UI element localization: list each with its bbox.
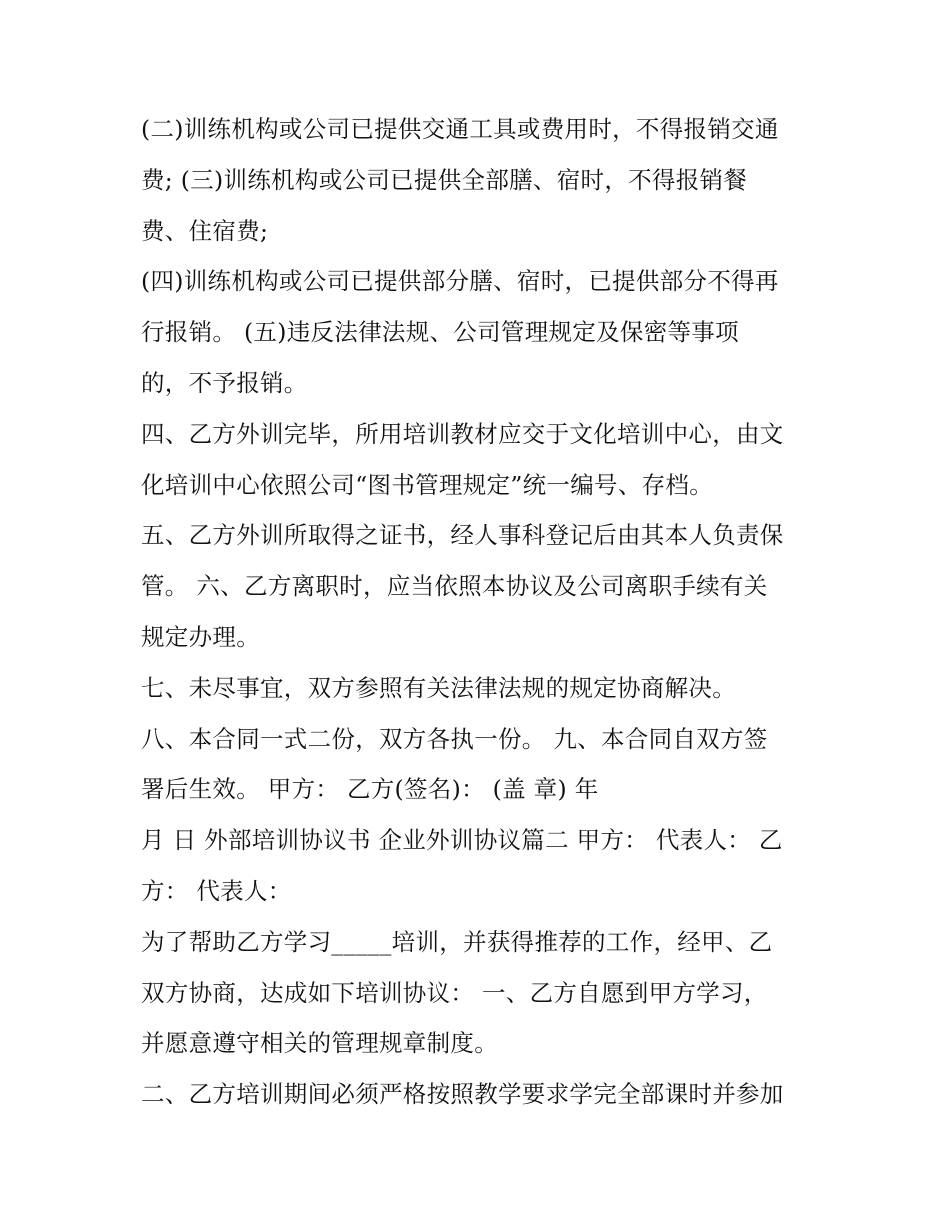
text-line: 费、住宿费; <box>141 216 269 245</box>
text-line: 管。 六、乙方离职时，应当依照本协议及公司离职手续有关 <box>141 572 768 601</box>
text-line: 双方协商，达成如下培训协议： 一、乙方自愿到甲方学习， <box>141 978 768 1007</box>
text-line: 化培训中心依照公司“图书管理规定”统一编号、存档。 <box>141 470 714 499</box>
text-line: 署后生效。 甲方： 乙方(签名)： (盖 章) 年 <box>141 775 599 804</box>
text-line: 月 日 外部培训协议书 企业外训协议篇二 甲方： 代表人： 乙 <box>141 826 783 855</box>
text-line: 行报销。 (五)违反法律法规、公司管理规定及保密等事项 <box>141 318 739 347</box>
text-line: 八、本合同一式二份，双方各执一份。 九、本合同自双方签 <box>141 724 768 753</box>
text-line: 费; (三)训练机构或公司已提供全部膳、宿时，不得报销餐 <box>141 165 748 194</box>
text-line: 五、乙方外训所取得之证书，经人事科登记后由其本人负责保 <box>141 521 784 550</box>
text-line: 方： 代表人： <box>141 876 292 905</box>
text-line: 的，不予报销。 <box>141 368 308 397</box>
document-body <box>141 104 821 1120</box>
text-line: 并愿意遵守相关的管理规章制度。 <box>141 1029 498 1058</box>
text-line: 四、乙方外训完毕，所用培训教材应交于文化培训中心，由文 <box>141 419 784 448</box>
text-line: 七、未尽事宜，双方参照有关法律法规的规定协商解决。 <box>141 673 736 702</box>
text-line: 二、乙方培训期间必须严格按照教学要求学完全部课时并参加 <box>141 1080 784 1109</box>
text-line: 为了帮助乙方学习_____培训，并获得推荐的工作，经甲、乙 <box>141 927 773 956</box>
text-line: 规定办理。 <box>141 622 260 651</box>
text-line: (二)训练机构或公司已提供交通工具或费用时，不得报销交通 <box>141 115 779 143</box>
text-line: (四)训练机构或公司已提供部分膳、宿时，已提供部分不得再 <box>141 267 779 296</box>
